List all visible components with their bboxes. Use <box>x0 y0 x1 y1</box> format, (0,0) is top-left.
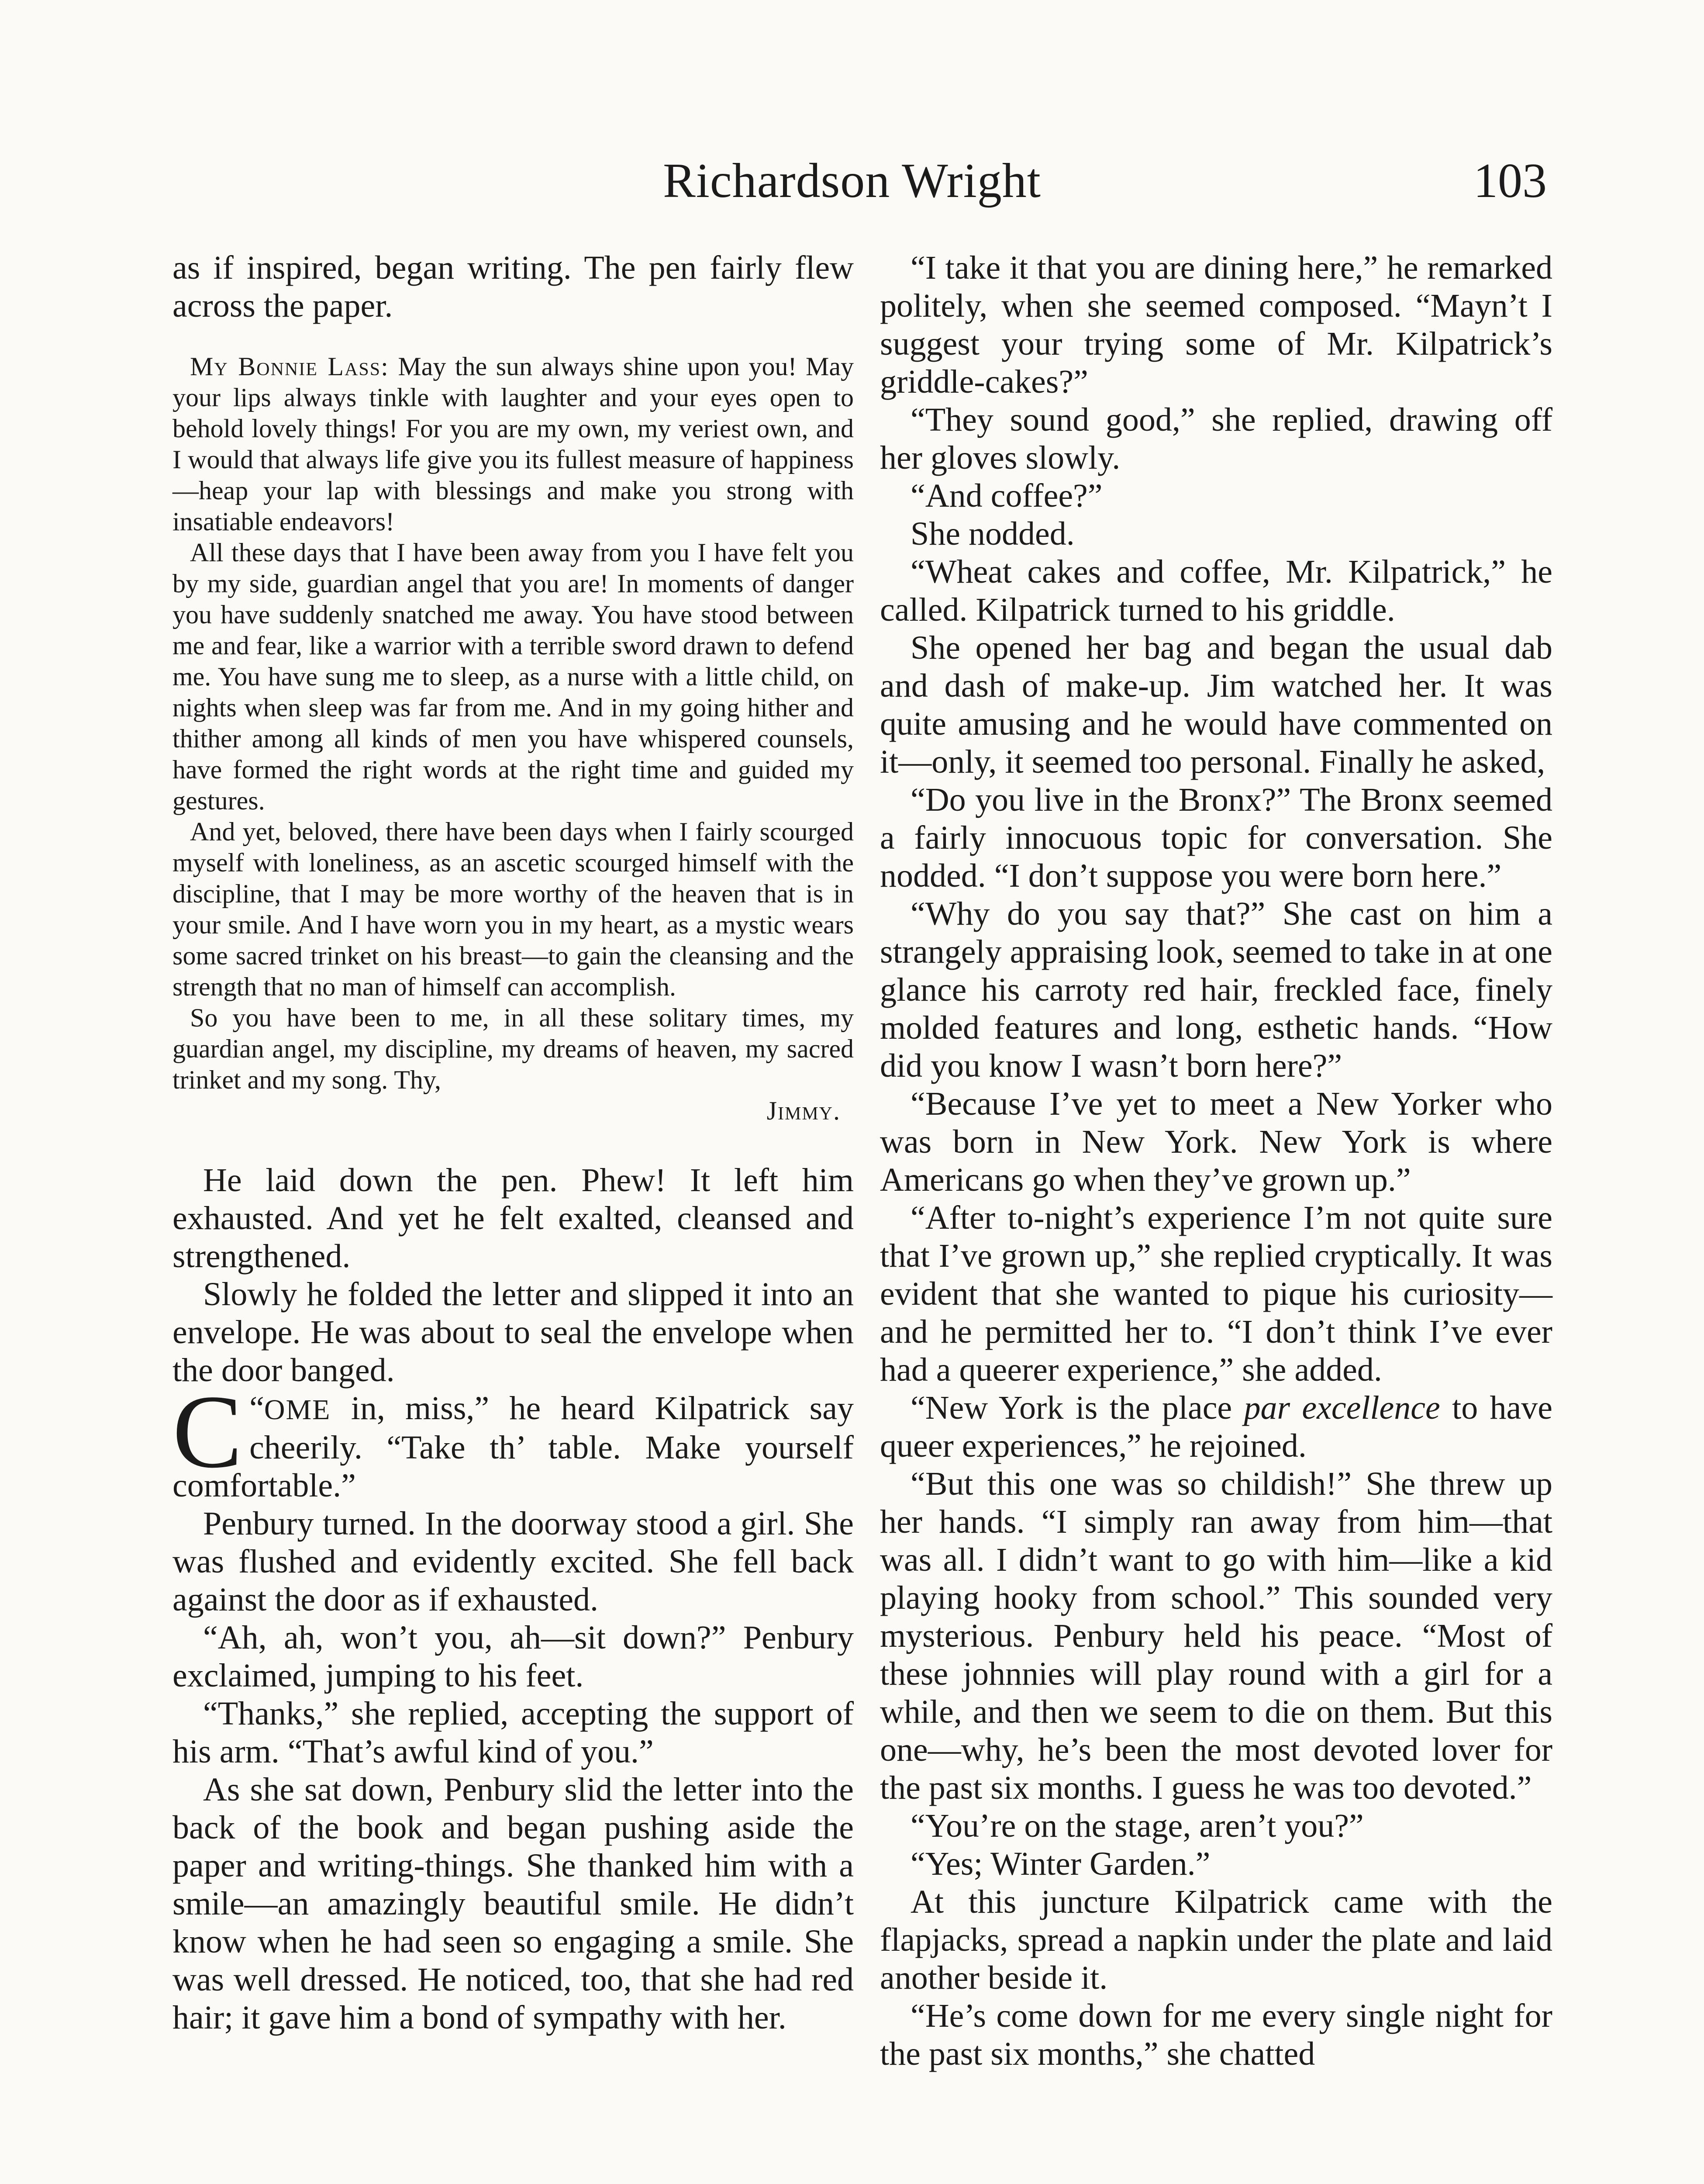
dropcap-letter: C <box>172 1373 243 1489</box>
dropcap-paragraph <box>172 1373 854 1505</box>
paragraph-wheat-cakes: “Wheat cakes and coffee, Mr. Kilpatrick,” he called. Kilpatrick turned to his griddle. <box>880 553 1552 628</box>
page-header <box>0 153 1704 218</box>
paragraph-make-up: She opened her bag and began the usual dab and dash of make-up. Jim watched her. It was quite amusing and he would have commented on it—only, it seemed too personal. Finally he asked, <box>880 629 1552 780</box>
letter-block <box>172 351 854 1127</box>
paragraph-folded-letter: Slowly he folded the letter and slipped it into an envelope. He was about to seal the envelope when the door banged. <box>172 1276 854 1389</box>
paragraph-she-nodded: She nodded. <box>911 515 1075 552</box>
paragraph-childish: “But this one was so childish!” She threw up her hands. “I simply ran away from him—that was all. I didn’t want to go with him—like a kid playing hooky from school.” This sounded very mysterious. Penbury held his peace. “Most of these johnnies will play round with a girl for a while, and then we seem to die on them. But this one—why, he’s been the most devoted lover for the past six months. I guess he was too devoted.” <box>880 1465 1552 1806</box>
paragraph-dining-here: “I take it that you are dining here,” he remarked politely, when she seemed composed. “Mayn’t I suggest your trying some of Mr. Kilpatrick’s griddle-cakes?” <box>880 249 1552 400</box>
paragraph-penbury-turned: Penbury turned. In the doorway stood a girl. She was flushed and evidently excited. She fell back against the door as if exhausted. <box>172 1505 854 1618</box>
dropcap-rest: in, miss,” he heard Kilpatrick say cheerily. “Take th’ table. Make yourself comfortable.” <box>172 1390 854 1504</box>
paragraph-why-say-that: “Why do you say that?” She cast on him a strangely appraising look, seemed to take in at one glance his carroty red hair, freckled face, finely molded features and long, esthetic hands. “How did you know I wasn’t born here?” <box>880 895 1552 1084</box>
paragraph-grown-up: “After to-night’s experience I’m not quite sure that I’ve grown up,” she replied cryptically. It was evident that she wanted to pique his curiosity—and he permitted her to. “I don’t think I’ve ever had a queerer experience,” she added. <box>880 1199 1552 1388</box>
par-excellence-b: to have queer experiences,” he rejoined. <box>880 1389 1552 1464</box>
intro-paragraph: as if inspired, began writing. The pen fairly flew across the paper. <box>172 249 854 324</box>
letter-paragraph-1 <box>172 351 854 537</box>
paragraph-new-yorker: “Because I’ve yet to meet a New Yorker who was born in New York. New York is where Americans go when they’ve grown up.” <box>880 1085 1552 1198</box>
paragraph-flapjacks: At this juncture Kilpatrick came with the flapjacks, spread a napkin under the plate and laid another beside it. <box>880 1883 1552 1996</box>
paragraph-chatted: “He’s come down for me every single night for the past six months,” she chatted <box>880 1997 1552 2072</box>
letter-signature: Jimmy. <box>766 1096 841 1125</box>
paragraph-thanks: “Thanks,” she replied, accepting the support of his arm. “That’s awful kind of you.” <box>172 1695 854 1770</box>
dropcap-caps: OME <box>264 1394 331 1426</box>
paragraph-sound-good: “They sound good,” she replied, drawing off her gloves slowly. <box>880 401 1552 476</box>
paragraph-on-stage: “You’re on the stage, aren’t you?” <box>911 1807 1364 1844</box>
paragraph-bronx: “Do you live in the Bronx?” The Bronx seemed a fairly innocuous topic for conversation. She nodded. “I don’t suppose you were born here.” <box>880 781 1552 894</box>
par-excellence-a: “New York is the place <box>911 1389 1244 1426</box>
letter-paragraph-3: And yet, beloved, there have been days when I fairly scourged myself with loneliness, as an ascetic scourged himself with the discipline, that I may be more worthy of the heaven that is in your smile. And I have worn you in my heart, as a mystic wears some sacred trinket on his breast—to gain the cleansing and the strength that no man of himself can accomplish. <box>172 817 854 1001</box>
paragraph-laid-down-pen: He laid down the pen. Phew! It left him exhausted. And yet he felt exalted, cleansed and strengthened. <box>172 1162 854 1275</box>
running-head: Richardson Wright <box>663 154 1041 208</box>
paragraph-par-excellence <box>880 1389 1552 1465</box>
paragraph-winter-garden: “Yes; Winter Garden.” <box>911 1845 1211 1882</box>
left-column <box>172 249 854 2037</box>
paragraph-she-sat-down: As she sat down, Penbury slid the letter into the back of the book and began pushing aside the paper and writing-things. She thanked him with a smile—an amazingly beautiful smile. He didn’t know when he had seen so engaging a smile. She was well dressed. He noticed, too, that she had red hair; it gave him a bond of sympathy with her. <box>172 1771 854 2036</box>
paragraph-and-coffee: “And coffee?” <box>911 477 1103 514</box>
letter-paragraph-2: All these days that I have been away from you I have felt you by my side, guardian angel that you are! In moments of danger you have suddenly snatched me away. You have stood between me and fear, like a warrior with a terrible sword drawn to defend me. You have sung me to sleep, as a nurse with a little child, on nights when sleep was far from me. And in my going hither and thither among all kinds of men you have whispered counsels, have formed the right words at the right time and guided my gestures. <box>172 538 854 815</box>
letter-text-1: May the sun always shine upon you! May your lips always tinkle with laughter and your eyes open to behold lovely things! For you are my own, my veriest own, and I would that always life give you its fullest measure of happiness—heap your lap with blessings and make you strong with insatiable endeavors! <box>172 352 854 536</box>
right-column <box>880 249 1552 2073</box>
par-excellence-italic: par excellence <box>1244 1389 1440 1426</box>
letter-paragraph-4: So you have been to me, in all these solitary times, my guardian angel, my discipline, my dreams of heaven, my sacred trinket and my song. Thy, <box>172 1003 854 1094</box>
paragraph-sit-down: “Ah, ah, won’t you, ah—sit down?” Penbury exclaimed, jumping to his feet. <box>172 1619 854 1694</box>
letter-salutation: My Bonnie Lass: <box>190 352 389 381</box>
dropcap-open-quote: “ <box>249 1390 264 1427</box>
page-number: 103 <box>1473 154 1547 208</box>
